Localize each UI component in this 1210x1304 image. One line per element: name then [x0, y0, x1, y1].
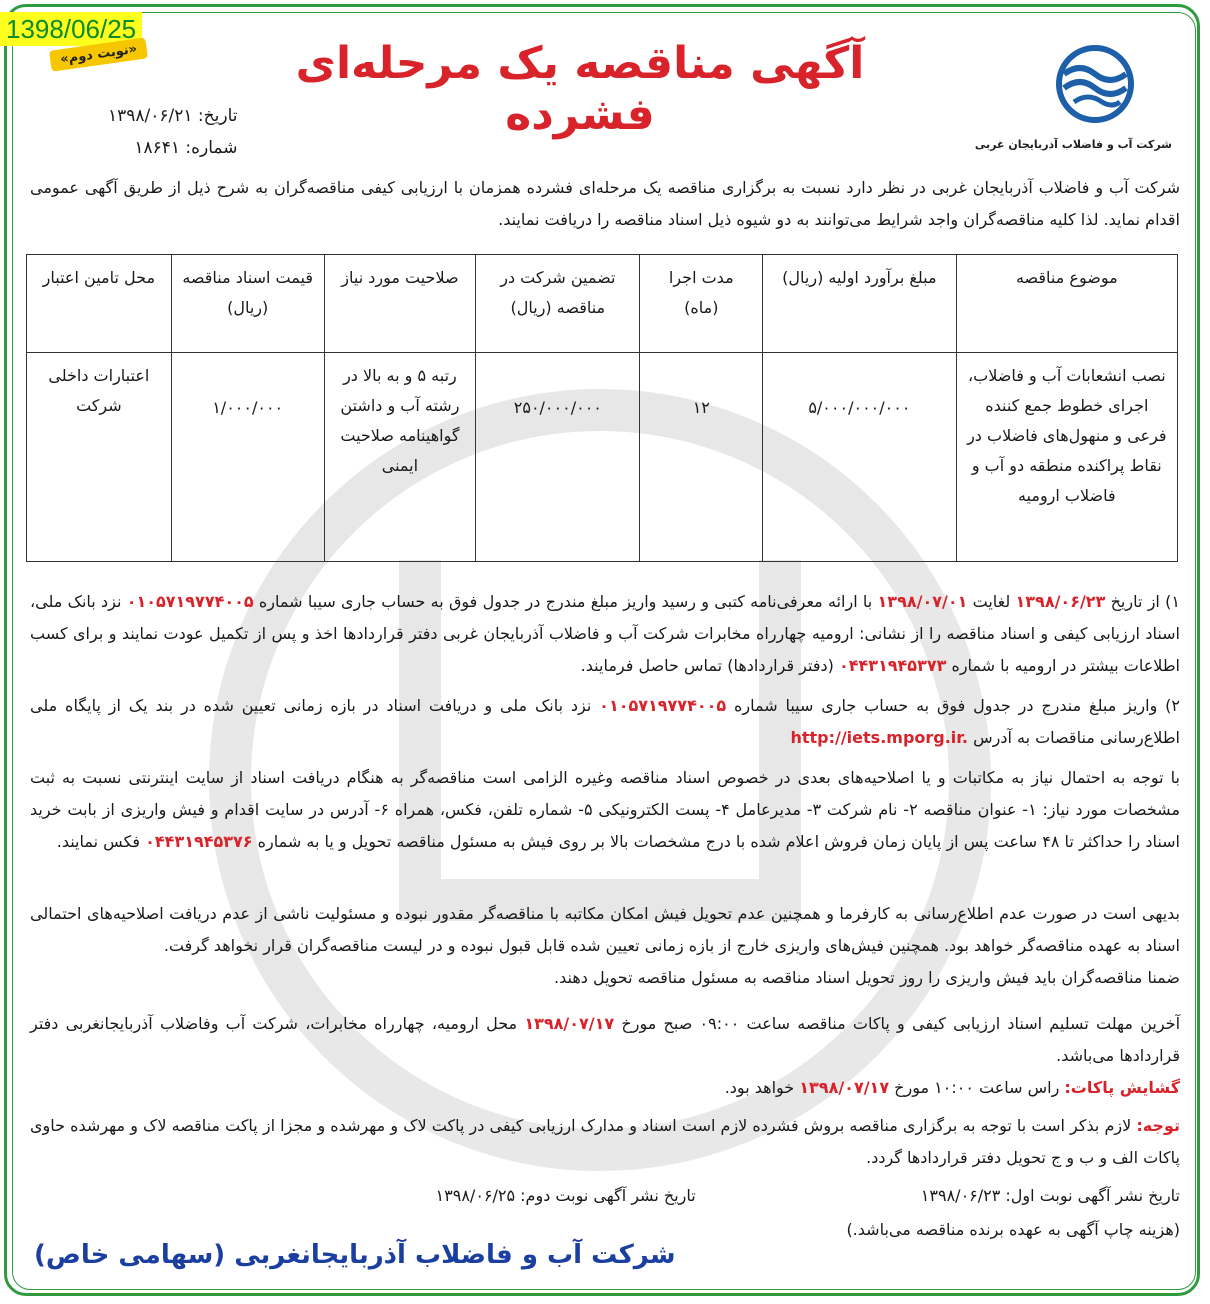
cell-subject: نصب انشعابات آب و فاضلاب، اجرای خطوط جمع کننده فرعی و منهول‌های فاضلاب در نقاط پراکنده منطقه دو آب و فاضلاب ارومیه [956, 353, 1177, 562]
intro-paragraph: شرکت آب و فاضلاب آذربایجان غربی در نظر دارد نسبت به برگزاری مناقصه یک مرحله‌ای فشرده همزمان با ارزیابی کیفی مناقصه‌گران به شرح ذیل از طریق آگهی عمومی اقدام نماید. لذا کلیه مناقصه‌گران واجد شرایط می‌توانند به دو شیوه ذیل اسناد مناقصه را دریافت نمایند. [30, 178, 1180, 229]
number-row: شماره: ۱۸۶۴۱ [134, 138, 238, 158]
page-title: آگهی مناقصه یک مرحله‌ای فشرده [295, 38, 865, 140]
publish-first: تاریخ نشر آگهی نوبت اول: ۱۳۹۸/۰۶/۲۳ [920, 1186, 1180, 1205]
header-estimate: مبلغ برآورد اولیه (ریال) [763, 255, 957, 353]
paragraph-2: ۲) واریز مبلغ مندرج در جدول فوق به حساب جاری سیبا شماره ۰۱۰۵۷۱۹۷۷۴۰۰۵ نزد بانک ملی و دریافت اسناد در بازه زمانی تعیین شده در بند یک از پایگاه ملی اطلاع‌رسانی مناقصات به آدرس http://iets.mporg.ir. [30, 696, 1180, 747]
header-guarantee: تضمین شرکت در مناقصه (ریال) [476, 255, 640, 353]
date-row: تاریخ: ۱۳۹۸/۰۶/۲۱ [108, 106, 238, 126]
table-header-row [27, 255, 1178, 353]
date-value: ۱۳۹۸/۰۶/۲۱ [108, 106, 193, 126]
contact-phone: ۰۴۴۳۱۹۴۵۳۷۳ [838, 656, 947, 675]
letter-meta [108, 100, 237, 164]
header-duration: مدت اجرا (ماه) [640, 255, 763, 353]
header-funding: محل تامین اعتبار [27, 255, 172, 353]
company-name-small: شرکت آب و فاضلاب آذربایجان غربی [974, 138, 1172, 151]
header-subject: موضوع مناقصه [956, 255, 1177, 353]
header-doc-price: قیمت اسناد مناقصه (ریال) [171, 255, 324, 353]
account-number: ۰۱۰۵۷۱۹۷۷۴۰۰۵ [126, 592, 254, 611]
company-logo-icon [1040, 44, 1150, 124]
paragraph-5: ضمنا مناقصه‌گران باید فیش واریزی را روز تحویل اسناد مناقصه به مسئول مناقصه تحویل دهند. [554, 968, 1180, 987]
header-qualification: صلاحیت مورد نیاز [324, 255, 476, 353]
number-value: ۱۸۶۴۱ [134, 138, 180, 158]
round-badge: «نوبت دوم» [49, 37, 148, 71]
website-link[interactable]: http://iets.mporg.ir. [790, 728, 968, 747]
table-row [27, 353, 1178, 562]
cell-guarantee: ۲۵۰/۰۰۰/۰۰۰ [476, 353, 640, 562]
cost-note: (هزینه چاپ آگهی به عهده برنده مناقصه می‌باشد.) [846, 1220, 1180, 1239]
fax-number: ۰۴۴۳۱۹۴۵۳۷۶ [145, 832, 253, 851]
publish-second: تاریخ نشر آگهی نوبت دوم: ۱۳۹۸/۰۶/۲۵ [435, 1186, 696, 1205]
paragraph-6: آخرین مهلت تسلیم اسناد ارزیابی کیفی و پاکات مناقصه ساعت ۰۹:۰۰ صبح مورخ ۱۳۹۸/۰۷/۱۷ محل ارومیه، چهارراه مخابرات، شرکت آب وفاضلاب آذربایجانغربی دفتر قراردادها می‌باشد. [30, 1014, 1181, 1065]
signature: شرکت آب و فاضلاب آذربایجانغربی (سهامی خاص) [34, 1240, 676, 1270]
paragraph-3: با توجه به احتمال نیاز به مکاتبات و یا اصلاحیه‌های بعدی در خصوص اسناد مناقصه وغیره الزامی است مناقصه‌گر به هنگام دریافت اسناد از سایت اینترنتی نسبت به ثبت مشخصات مورد نیاز: ۱- عنوان مناقصه ۲- نام شرکت ۳- مدیرعامل ۴- پست الکترونیکی ۵- شماره تلفن، فکس، همراه ۶- آدرس در سایت اقدام و فیش واریزی از بابت خرید اسناد را حداکثر تا ۴۸ ساعت پس از پایان زمان فروش اعلام شده با درج مشخصات بالا بر روی فیش به مسئول مناقصه تحویل و یا به شماره ۰۴۴۳۱۹۴۵۳۷۶ فکس نمایند. [30, 768, 1181, 851]
publish-date-stamp: 1398/06/25 [0, 12, 142, 46]
paragraph-1: ۱) از تاریخ ۱۳۹۸/۰۶/۲۳ لغایت ۱۳۹۸/۰۷/۰۱ با ارائه معرفی‌نامه کتبی و رسید واریز مبلغ مندرج در جدول فوق به حساب جاری سیبا شماره ۰۱۰۵۷۱۹۷۷۴۰۰۵ نزد بانک ملی، اسناد ارزیابی کیفی و اسناد مناقصه را از نشانی: ارومیه چهارراه مخابرات شرکت آب و فاضلاب آذربایجان غربی دفتر قراردادها اخذ و پس از تکمیل عودت نمایند و برای کسب اطلاعات بیشتر در ارومیه با شماره ۰۴۴۳۱۹۴۵۳۷۳ (دفتر قراردادها) تماس حاصل فرمایند. [30, 592, 1180, 675]
cell-funding: اعتبارات داخلی شرکت [27, 353, 172, 562]
tender-table [26, 254, 1178, 562]
publish-dates [30, 1180, 1180, 1212]
paragraph-8: توجه: لازم بذکر است با توجه به برگزاری مناقصه بروش فشرده لازم است اسناد و مدارک ارزیابی کیفی در پاکت لاک و مهرشده و مجزا از پاکت مناقصه لاک و مهرشده حاوی پاکات الف و ب و ج تحویل دفتر قراردادها گردد. [30, 1116, 1180, 1167]
cell-qualification: رتبه ۵ و به بالا در رشته آب و داشتن گواهینامه صلاحیت ایمنی [324, 353, 476, 562]
paragraph-7: گشایش پاکات: راس ساعت ۱۰:۰۰ مورخ ۱۳۹۸/۰۷/۱۷ خواهد بود. [724, 1078, 1180, 1097]
cell-doc-price: ۱/۰۰۰/۰۰۰ [171, 353, 324, 562]
cell-estimate: ۵/۰۰۰/۰۰۰/۰۰۰ [763, 353, 957, 562]
cell-duration: ۱۲ [640, 353, 763, 562]
paragraph-4: بدیهی است در صورت عدم اطلاع‌رسانی به کارفرما و همچنین عدم تحویل فیش امکان مکاتبه با مناقصه‌گر مقدور نبوده و مسئولیت ناشی از عدم دریافت اصلاحیه‌های احتمالی اسناد به عهده مناقصه‌گر خواهد بود. همچنین فیش‌های واریزی خارج از بازه زمانی تعیین شده قابل قبول نبوده و در لیست مناقصه‌گران قرار نخواهد گرفت. [30, 904, 1180, 955]
